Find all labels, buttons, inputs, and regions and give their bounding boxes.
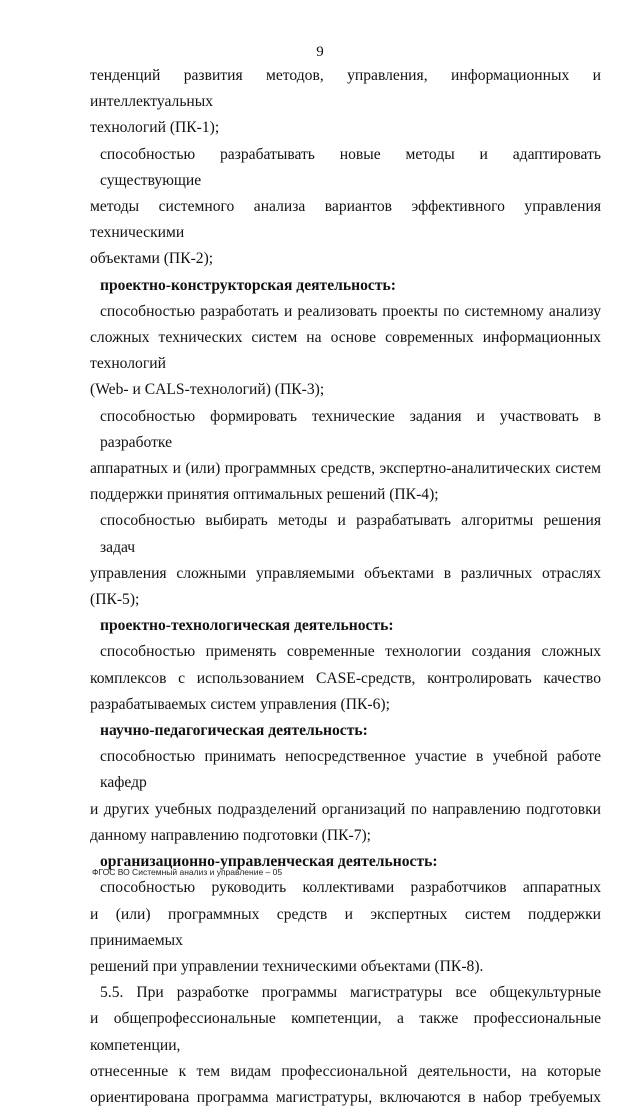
section-heading: проектно-конструкторская деятельность:: [100, 276, 396, 294]
text-line: ориентирована программа магистратуры, включаются в набор требуемых: [90, 1088, 601, 1106]
text-line: отнесенные к тем видам профессиональной деятельности, на которые: [90, 1062, 601, 1080]
text-line: способностью формировать технические задания и участвовать в разработке: [100, 407, 601, 451]
text-line: решений при управлении техническими объектами (ПК-8).: [90, 957, 484, 975]
text-line: комплексов с использованием CASE-средств, контролировать качество: [90, 669, 601, 687]
text-line: тенденций развития методов, управления, информационных и интеллектуальных: [90, 67, 601, 111]
page-number: 9: [316, 44, 324, 60]
text-line: и общепрофессиональные компетенции, а также профессиональные компетенции,: [90, 1010, 601, 1054]
text-line: и (или) программных средств и экспертных систем поддержки принимаемых: [90, 905, 601, 949]
text-line: (Web- и CALS-технологий) (ПК-3);: [90, 381, 325, 399]
page-footer: ФГОС ВО Системный анализ и управление – 05: [92, 867, 283, 877]
text-line: данному направлению подготовки (ПК-7);: [90, 826, 372, 844]
text-line: и других учебных подразделений организаций по направлению подготовки: [90, 800, 601, 818]
text-line: способностью выбирать методы и разрабатывать алгоритмы решения задач: [100, 512, 601, 556]
text-line: аппаратных и (или) программных средств, экспертно-аналитических систем: [90, 460, 601, 478]
section-heading: проектно-технологическая деятельность:: [100, 617, 394, 635]
text-line: 5.5. При разработке программы магистратуры все общекультурные: [100, 984, 601, 1002]
text-line: методы системного анализа вариантов эффективного управления техническими: [90, 198, 601, 242]
section-heading: организационно-управленческая деятельность:: [100, 853, 438, 871]
text-line: способностью принимать непосредственное участие в учебной работе кафедр: [100, 748, 601, 792]
text-line: поддержки принятия оптимальных решений (ПК-4);: [90, 486, 439, 504]
text-line: технологий (ПК-1);: [90, 119, 220, 137]
text-line: разрабатываемых систем управления (ПК-6);: [90, 695, 390, 713]
text-line: сложных технических систем на основе современных информационных технологий: [90, 329, 601, 373]
text-line: объектами (ПК-2);: [90, 250, 214, 268]
text-line: способностью разрабатывать новые методы и адаптировать существующие: [100, 145, 601, 189]
document-body: [90, 63, 601, 1111]
text-line: управления сложными управляемыми объектами в различных отраслях (ПК-5);: [90, 564, 601, 609]
text-line: способностью разработать и реализовать проекты по системному анализу: [100, 302, 601, 320]
section-heading: научно-педагогическая деятельность:: [100, 722, 368, 740]
text-line: способностью применять современные технологии создания сложных: [100, 643, 601, 661]
text-line: способностью руководить коллективами разработчиков аппаратных: [100, 879, 601, 897]
